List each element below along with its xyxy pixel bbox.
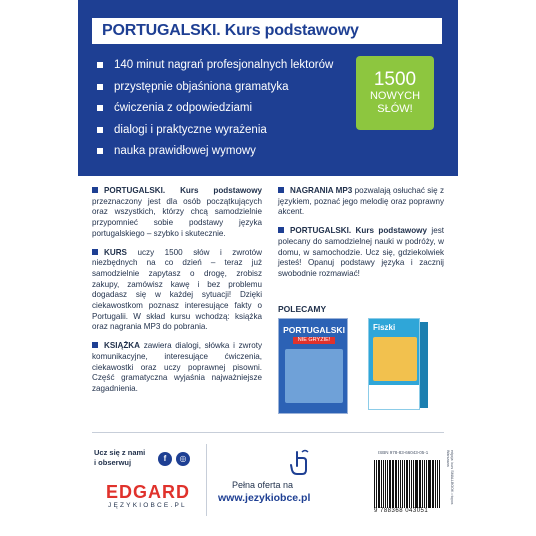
mp3-text: pozwalają osłuchać się z językiem, poznać jego melodię oraz poprawny akcent. <box>278 186 444 217</box>
barcode-bar <box>385 460 386 508</box>
brand-logo: EDGARD <box>106 482 191 502</box>
edition-note: edycja: kurs SMALLBOOK • topos Warszawa <box>446 450 454 505</box>
header-band <box>78 0 458 176</box>
barcode-bar <box>374 460 375 508</box>
barcode-bar <box>398 460 399 508</box>
barcode-bar <box>400 460 401 508</box>
instagram-icon[interactable]: ◎ <box>176 452 190 466</box>
mp3-bold: NAGRANIA MP3 <box>290 186 353 195</box>
barcode-bar <box>395 460 396 508</box>
brand-subtitle: JĘZYKIOBCE.PL <box>108 502 187 509</box>
barcode-bar <box>426 460 427 508</box>
badge-number: 1500 <box>373 69 417 90</box>
book2-spine <box>420 322 428 408</box>
barcode-bar <box>413 460 414 508</box>
barcode-bar <box>389 460 390 508</box>
badge-line3: SŁÓW! <box>377 103 413 115</box>
footer-separator <box>206 444 207 516</box>
barcode-bar <box>422 460 423 508</box>
feature-list <box>92 58 333 166</box>
feature-item <box>92 80 333 102</box>
bullet-square-icon <box>97 148 103 154</box>
barcode-bar <box>439 460 440 508</box>
hand-pointer-icon <box>286 448 316 478</box>
recommendation-text: jest polecany do samodzielnej nauki w podróży, w domu, w samochodzie. Ucz się, gdziekolwiek jesteś! Opanuj podstawy języka i zacznij swobodnie rozmawiać! <box>278 226 444 278</box>
book-text: zawiera dialogi, słówka i zwroty komunikacyjne, interesujące ćwiczenia, ciekawostki oraz uczy poprawnej pisowni. Część gramatyczna wyjaśnia najważniejsze zagadnienia. <box>92 341 262 393</box>
course-paragraph <box>92 248 262 334</box>
barcode-bar <box>429 460 431 508</box>
book-cover-portugalski[interactable] <box>278 318 348 414</box>
book2-illustration <box>373 337 417 381</box>
barcode-bar <box>420 460 421 508</box>
badge-line2: NOWYCH <box>369 90 421 102</box>
recommend-heading: POLECAMY <box>278 304 327 314</box>
barcode-bar <box>411 460 412 508</box>
bullet-square-icon <box>278 227 284 233</box>
bullet-square-icon <box>97 62 103 68</box>
feature-text: 140 minut nagrań profesjonalnych lektorów <box>114 59 334 71</box>
barcode-bar <box>390 460 391 508</box>
book-paragraph <box>92 341 262 395</box>
barcode-bar <box>416 460 418 508</box>
mp3-paragraph <box>278 186 444 218</box>
barcode <box>374 460 440 508</box>
book1-title: PORTUGALSKI <box>283 325 345 335</box>
bullet-square-icon <box>92 249 98 255</box>
cover-title: PORTUGALSKI. Kurs podstawowy <box>92 18 442 44</box>
bullet-square-icon <box>97 127 103 133</box>
follow-line-1: Ucz się z nami <box>94 448 146 457</box>
barcode-bar <box>402 460 404 508</box>
footer-divider <box>92 432 444 433</box>
barcode-bar <box>381 460 383 508</box>
offer-link[interactable]: www.jezykiobce.pl <box>218 492 311 504</box>
new-words-badge <box>356 56 434 130</box>
recommendation-paragraph <box>278 226 444 280</box>
back-cover <box>78 0 458 536</box>
intro-text: przeznaczony jest dla osób początkujących oraz wszystkich, którzy chcą samodzielnie przypomnieć sobie podstawy języka portugalskiego – szybko i skutecznie. <box>92 196 262 238</box>
barcode-bar <box>419 460 420 508</box>
bullet-square-icon <box>92 187 98 193</box>
feature-item <box>92 123 333 145</box>
barcode-bar <box>407 460 408 508</box>
barcode-bar <box>437 460 438 508</box>
barcode-bar <box>415 460 416 508</box>
barcode-bar <box>432 460 433 508</box>
offer-label: Pełna oferta na <box>232 480 294 490</box>
feature-item <box>92 101 333 123</box>
intro-bold: PORTUGALSKI. Kurs podstawowy <box>104 186 262 195</box>
book1-illustration <box>285 349 343 403</box>
barcode-bar <box>376 460 377 508</box>
right-column <box>278 186 444 288</box>
course-text: uczy 1500 słów i zwrotów niezbędnych na co dzień – teraz już samodzielnie zapytasz o drogę, zrobisz zakupy, zamówisz kawę i bez problemu dogadasz się w każdej sytuacji! Dzięki ciekawostkom poznasz interesujące fakty o Portugalii. W skład kursu wchodzą: książka oraz nagrania MP3 do pobrania. <box>92 247 262 332</box>
intro-paragraph <box>92 186 262 240</box>
feature-text: ćwiczenia z odpowiedziami <box>114 102 253 115</box>
barcode-bar <box>435 460 436 508</box>
bullet-square-icon <box>92 342 98 348</box>
follow-us-text <box>94 448 145 468</box>
barcode-bar <box>424 460 425 508</box>
facebook-icon[interactable]: f <box>158 452 172 466</box>
barcode-bar <box>406 460 407 508</box>
feature-text: przystępnie objaśniona gramatyka <box>114 80 289 93</box>
bullet-square-icon <box>97 105 103 111</box>
bullet-square-icon <box>97 84 103 90</box>
barcode-bar <box>428 460 429 508</box>
isbn-label: ISBN 978-83-66043-05-1 <box>378 450 429 455</box>
feature-text: dialogi i praktyczne wyrażenia <box>114 123 267 136</box>
barcode-bar <box>378 460 379 508</box>
follow-line-2: i obserwuj <box>94 458 132 467</box>
barcode-bar <box>387 460 388 508</box>
feature-text: nauka prawidłowej wymowy <box>114 145 256 158</box>
recommendation-bold: PORTUGALSKI. Kurs podstawowy <box>290 226 427 236</box>
book1-subtitle: NIE GRYZIE! <box>293 337 335 344</box>
barcode-bar <box>379 460 380 508</box>
course-bold: KURS <box>104 247 127 257</box>
barcode-bar <box>404 460 405 508</box>
feature-item <box>92 144 333 166</box>
barcode-bar <box>409 460 410 508</box>
barcode-bar <box>433 460 434 508</box>
feature-item <box>92 58 333 80</box>
barcode-bar <box>396 460 397 508</box>
left-column <box>92 186 262 403</box>
book2-bottom-panel <box>369 385 419 409</box>
book-cover-fiszki[interactable] <box>368 318 420 410</box>
book2-title: Fiszki <box>373 323 396 332</box>
barcode-bar <box>392 460 394 508</box>
barcode-bar <box>383 460 384 508</box>
bullet-square-icon <box>278 187 284 193</box>
barcode-number: 9 788368 043051 <box>374 508 429 514</box>
book-bold: KSIĄŻKA <box>104 341 140 351</box>
